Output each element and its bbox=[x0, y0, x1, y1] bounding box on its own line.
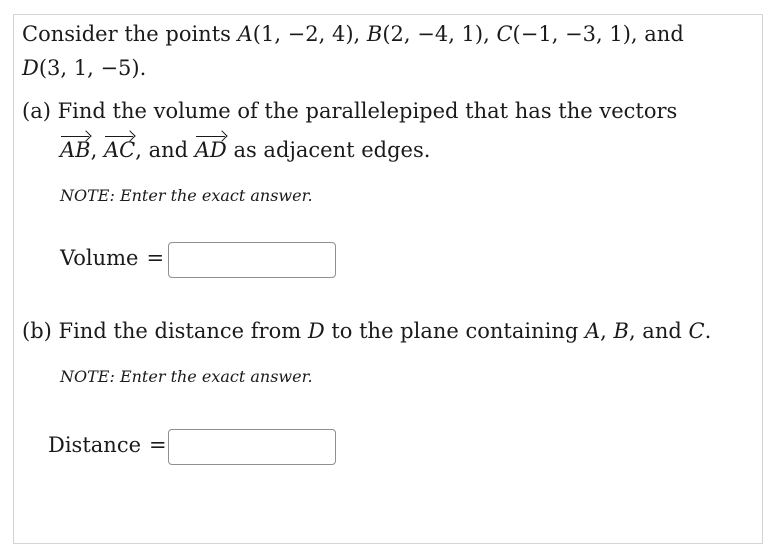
distance-label-row bbox=[48, 433, 175, 457]
vector-ac: AC bbox=[103, 138, 136, 162]
vector-ad: AD bbox=[194, 138, 227, 162]
part-a-prompt bbox=[22, 101, 677, 122]
point-d-ref: D bbox=[307, 319, 325, 343]
intro-prefix: Consider the points bbox=[22, 22, 238, 46]
separator: , bbox=[353, 22, 367, 46]
point-b-ref: B bbox=[613, 319, 629, 343]
part-a-prompt-text: (a) Find the volume of the parallelepiped that has the vectors bbox=[22, 99, 678, 123]
point-d-name: D bbox=[22, 56, 39, 80]
question-panel bbox=[13, 14, 763, 544]
point-c-ref: C bbox=[688, 319, 705, 343]
and-word: and bbox=[644, 22, 684, 46]
point-b-name: B bbox=[366, 22, 383, 46]
equals-sign: = bbox=[149, 433, 167, 457]
and-word: and bbox=[148, 138, 189, 162]
part-b-prompt: (b) Find the distance from D to the plane containing A, B, and C. bbox=[22, 319, 712, 343]
equals-sign: = bbox=[146, 246, 165, 270]
separator: , bbox=[483, 22, 497, 46]
point-a-name: A bbox=[237, 22, 253, 46]
part-b-note: NOTE: Enter the exact answer. bbox=[60, 367, 313, 386]
volume-label-row bbox=[60, 246, 172, 270]
distance-label: Distance bbox=[48, 433, 142, 457]
vector-ab: AB bbox=[60, 138, 91, 162]
part-b-prompt-mid: to the plane containing bbox=[324, 319, 585, 343]
point-c-coords: (−1, −3, 1) bbox=[512, 22, 631, 46]
volume-answer-input[interactable] bbox=[168, 242, 336, 278]
part-b-prompt-start: (b) Find the distance from bbox=[22, 319, 308, 343]
point-b-coords: (2, −4, 1) bbox=[382, 22, 484, 46]
point-a-coords: (1, −2, 4) bbox=[252, 22, 354, 46]
and-word: and bbox=[642, 319, 682, 343]
point-c-name: C bbox=[496, 22, 513, 46]
volume-label: Volume bbox=[60, 246, 139, 270]
distance-answer-input[interactable] bbox=[168, 429, 336, 465]
end-period: . bbox=[704, 319, 712, 343]
point-d-coords: (3, 1, −5) bbox=[38, 56, 140, 80]
part-a-vectors-line: AB, AC, and AD as adjacent edges. bbox=[60, 138, 431, 162]
problem-intro-line-1: Consider the points A(1, −2, 4), B(2, −4, 1), C(−1, −3, 1), and bbox=[22, 22, 684, 46]
part-a-note: NOTE: Enter the exact answer. bbox=[60, 186, 313, 205]
end-period: . bbox=[139, 56, 147, 80]
edges-text: as adjacent edges. bbox=[233, 138, 431, 162]
point-a-ref: A bbox=[584, 319, 601, 343]
problem-intro-line-2 bbox=[22, 58, 146, 79]
